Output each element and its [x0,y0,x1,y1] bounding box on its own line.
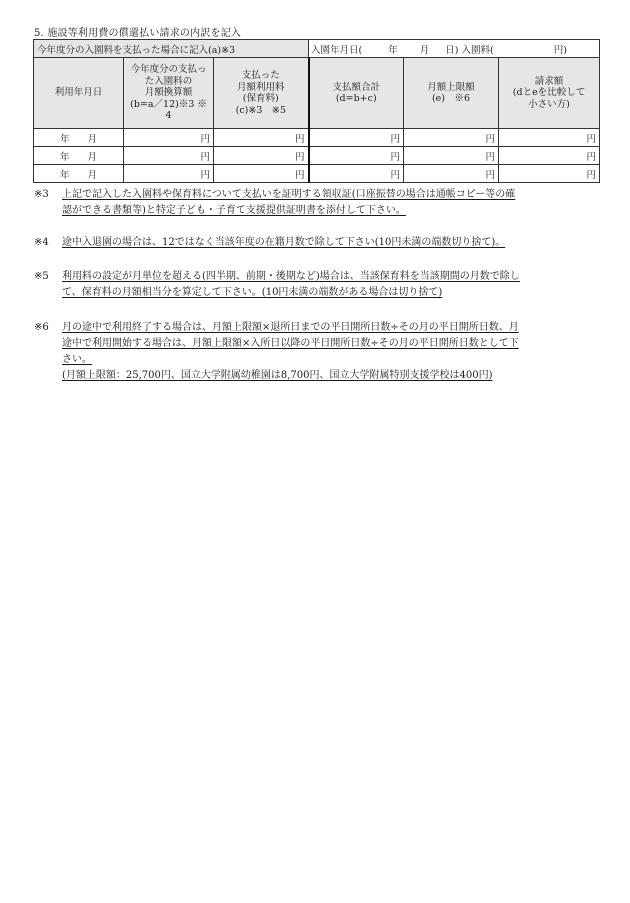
total-paid-cell[interactable]: 円 [309,147,404,165]
claim-amount-cell[interactable]: 円 [499,129,600,147]
header-claim-amount: 請求額 (dとeを比較して 小さい方) [499,58,600,129]
claim-amount-cell[interactable]: 円 [499,165,600,183]
monthly-usage-fee-cell[interactable]: 円 [214,147,309,165]
entrance-fee-monthly-cell[interactable]: 円 [124,129,214,147]
monthly-usage-fee-cell[interactable]: 円 [214,129,309,147]
section-title: 5. 施設等利用費の償還払い請求の内訳を記入 [34,28,242,39]
note-line: 月の途中で利用終了する場合は、月額上限額×退所日までの平日開所日数÷その月の平日開所日数、月 [62,322,519,333]
monthly-cap-cell[interactable]: 円 [404,165,499,183]
header-total-paid: 支払額合計 (d=b+c) [309,58,404,129]
note-line: 認ができる書類等)と特定子ども・子育て支援提供証明書を添付して下さい。 [62,205,406,216]
note-mark: ※4 [34,237,49,248]
entry-month-unit: 月 [419,44,430,56]
header-entrance-fee-monthly: 今年度分の支払っ た入園料の 月額換算額 (b=a／12)※3 ※ 4 [124,58,214,129]
note-5 [34,269,602,301]
table-header-row [34,58,600,129]
claim-amount-cell[interactable]: 円 [499,147,600,165]
table-row [34,147,600,165]
entry-date-label: 入園年月日( [311,44,363,56]
reimbursement-breakdown-table [33,39,600,183]
entrance-fee-monthly-cell[interactable]: 円 [124,165,214,183]
note-mark: ※3 [34,189,49,200]
note-line: て、保育料の月額相当分を算定して下さい。(10円未満の端数がある場合は切り捨て) [62,287,443,298]
table-row [34,165,600,183]
header-monthly-cap: 月額上限額 (e) ※6 [404,58,499,129]
note-line: 途中入退園の場合は、12ではなく当該年度の在籍月数で除して下さい(10円未満の端数切り捨て)。 [62,237,506,248]
header-usage-date: 利用年月日 [34,58,124,129]
entrance-fee-row [34,40,600,58]
note-line: 途中で利用開始する場合は、月額上限額×入所日以降の平日開所日数÷その月の平日開所日数として下 [62,338,519,349]
monthly-usage-fee-cell[interactable]: 円 [214,165,309,183]
monthly-cap-cell[interactable]: 円 [404,147,499,165]
monthly-cap-cell[interactable]: 円 [404,129,499,147]
note-line: 利用料の設定が月単位を超える(四半期、前期・後期など)場合は、当該保育料を当該期間の月数で除し [62,271,520,282]
entrance-fee-monthly-cell[interactable]: 円 [124,147,214,165]
note-3 [34,187,602,219]
note-4 [34,235,602,251]
total-paid-cell[interactable]: 円 [309,165,404,183]
entry-day-unit: 日) [445,44,459,56]
usage-date-cell[interactable]: 年 月 [34,129,124,147]
total-paid-cell[interactable]: 円 [309,129,404,147]
usage-date-cell[interactable]: 年 月 [34,165,124,183]
note-line: (月額上限額：25,700円、国立大学附属幼稚園は8,700円、国立大学附属特別支援学校は400円) [62,370,493,381]
note-line: さい。 [62,354,92,365]
table-row [34,129,600,147]
usage-date-cell[interactable]: 年 月 [34,147,124,165]
entrance-fee-label: 今年度分の入園料を支払った場合に記入(a)※3 [34,40,309,58]
note-mark: ※6 [34,322,49,333]
note-6 [34,320,602,384]
entrance-fee-entry[interactable] [309,40,600,58]
entry-year-unit: 年 [388,44,398,56]
entrance-fee-field-label: 入園料( [461,44,494,56]
entrance-fee-yen-unit: 円) [553,44,567,56]
note-line: 上記で記入した入園料や保育料について支払いを証明する領収証(口座振替の場合は通帳コピー等の確 [62,189,516,200]
note-mark: ※5 [34,271,49,282]
header-monthly-usage-fee: 支払った 月額利用料 (保育料) (c)※3 ※5 [214,58,309,129]
